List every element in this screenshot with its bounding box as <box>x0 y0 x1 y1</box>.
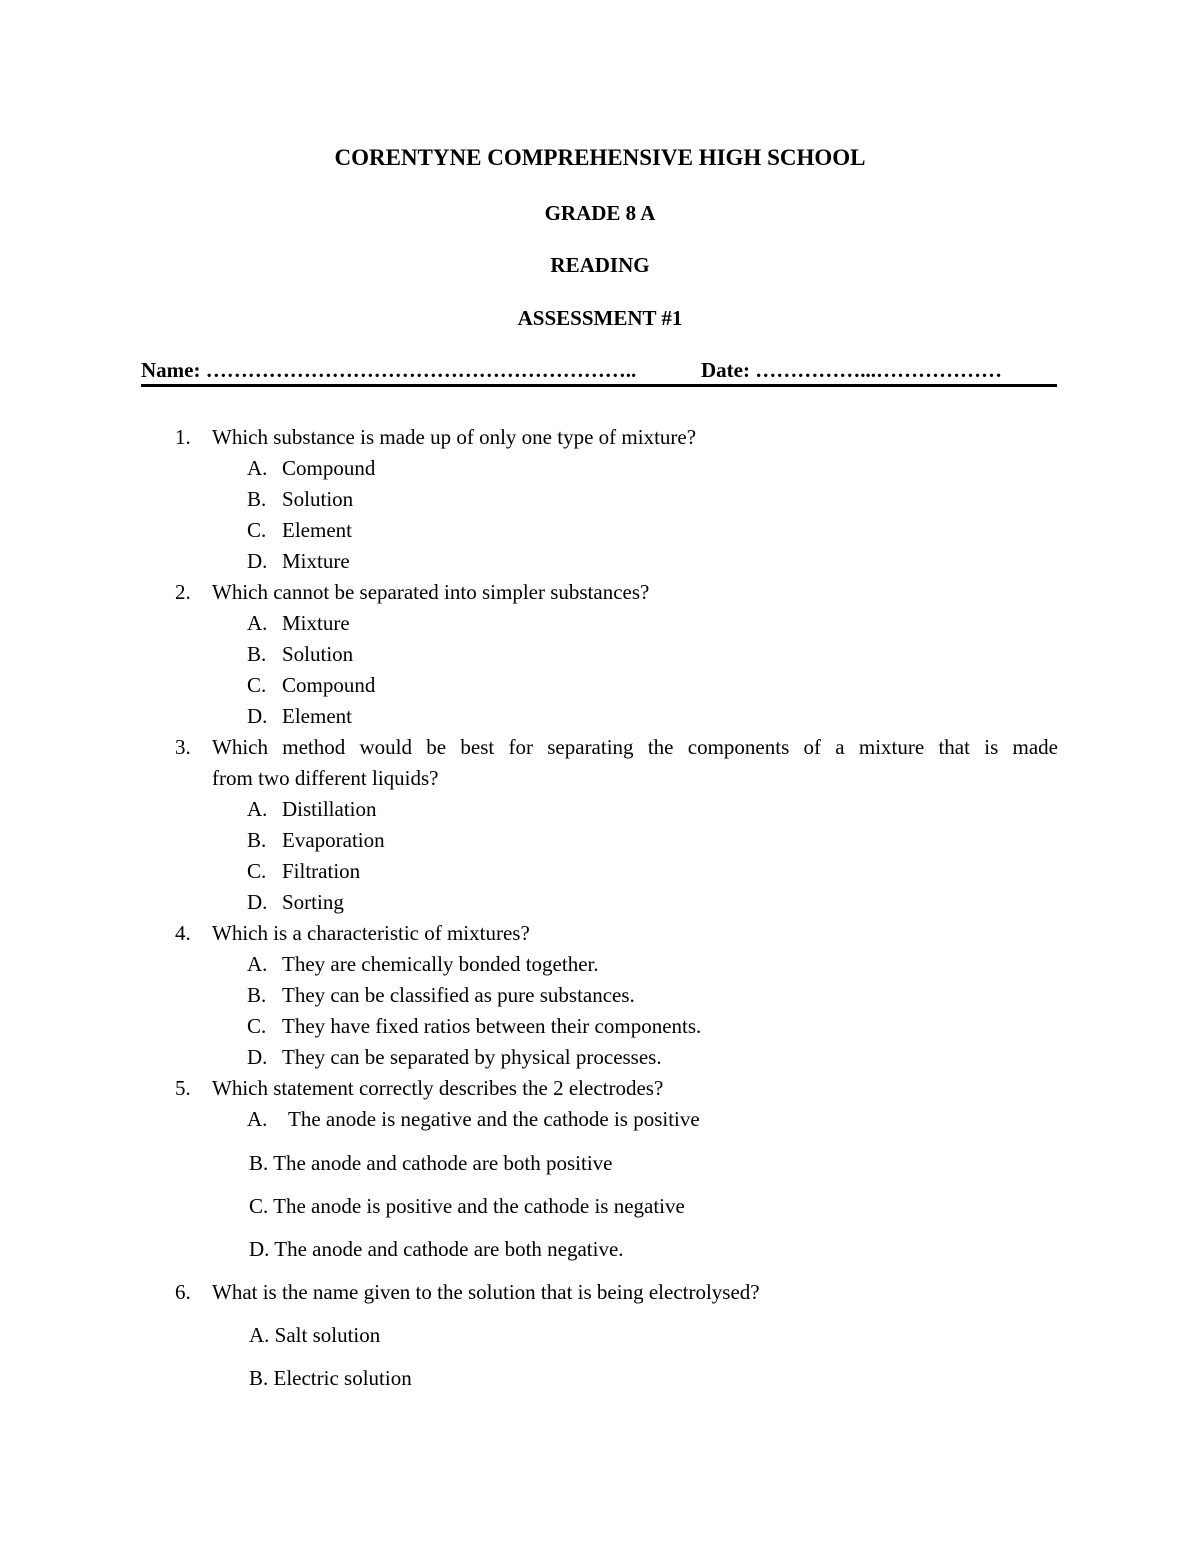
question-number: 3. <box>175 735 191 759</box>
option-text: Compound <box>282 673 376 697</box>
option-letter: A. <box>247 456 268 480</box>
name-date-line <box>141 356 1057 387</box>
grade-heading: GRADE 8 A <box>544 201 656 225</box>
option-letter: D. <box>247 1045 268 1069</box>
question-text: What is the name given to the solution that is being electrolysed? <box>212 1280 760 1304</box>
option-text: They are chemically bonded together. <box>282 952 599 976</box>
option-text: They can be separated by physical processes. <box>282 1045 662 1069</box>
option-letter: B. <box>247 828 267 852</box>
option-text: Compound <box>282 456 376 480</box>
option-letter: C. <box>247 518 267 542</box>
question-number: 6. <box>175 1280 191 1304</box>
question-text: Which statement correctly describes the 2 electrodes? <box>212 1076 664 1100</box>
option-letter: C. <box>247 673 267 697</box>
assessment-heading: ASSESSMENT #1 <box>517 306 683 330</box>
date-field-label: Date: ……………...……………… <box>701 358 1002 382</box>
name-field-label: Name: …………………………………………………….. <box>141 358 637 382</box>
option-letter: D. <box>247 704 268 728</box>
question-text-line-2: from two different liquids? <box>212 766 439 790</box>
question-number: 5. <box>175 1076 191 1100</box>
option-text: They have fixed ratios between their components. <box>282 1014 702 1038</box>
option-text: Distillation <box>282 797 377 821</box>
option-text: B. The anode and cathode are both positive <box>249 1151 613 1175</box>
option-letter: B. <box>247 487 267 511</box>
option-text: C. The anode is positive and the cathode is negative <box>249 1194 685 1218</box>
option-letter: A. <box>247 952 268 976</box>
option-text: D. The anode and cathode are both negative. <box>249 1237 624 1261</box>
option-letter: D. <box>247 549 268 573</box>
option-text: Element <box>282 518 352 542</box>
option-letter: C. <box>247 859 267 883</box>
option-text: Evaporation <box>282 828 385 852</box>
question-number: 4. <box>175 921 191 945</box>
option-text: Element <box>282 704 352 728</box>
option-text: Sorting <box>282 890 344 914</box>
question-number: 1. <box>175 425 191 449</box>
option-letter: B. <box>247 983 267 1007</box>
option-text: Solution <box>282 487 354 511</box>
option-letter: B. <box>247 642 267 666</box>
option-text: They can be classified as pure substances. <box>282 983 635 1007</box>
option-text: Solution <box>282 642 354 666</box>
option-letter: C. <box>247 1014 267 1038</box>
option-text: Mixture <box>282 611 350 635</box>
subject-heading: READING <box>550 253 650 277</box>
school-title: CORENTYNE COMPREHENSIVE HIGH SCHOOL <box>334 145 866 170</box>
option-text: Filtration <box>282 859 361 883</box>
option-letter: A. <box>247 797 268 821</box>
option-text: The anode is negative and the cathode is positive <box>288 1107 700 1131</box>
question-number: 2. <box>175 580 191 604</box>
option-text: Mixture <box>282 549 350 573</box>
option-letter: A. <box>247 611 268 635</box>
option-text: B. Electric solution <box>249 1366 412 1390</box>
question-text-line-1: Which method would be best for separating the components of a mixture that is made <box>212 735 1058 759</box>
question-text: Which is a characteristic of mixtures? <box>212 921 530 945</box>
question-text: Which cannot be separated into simpler substances? <box>212 580 650 604</box>
option-text: A. Salt solution <box>249 1323 381 1347</box>
option-letter: A. <box>247 1107 268 1131</box>
option-letter: D. <box>247 890 268 914</box>
question-text: Which substance is made up of only one type of mixture? <box>212 425 697 449</box>
